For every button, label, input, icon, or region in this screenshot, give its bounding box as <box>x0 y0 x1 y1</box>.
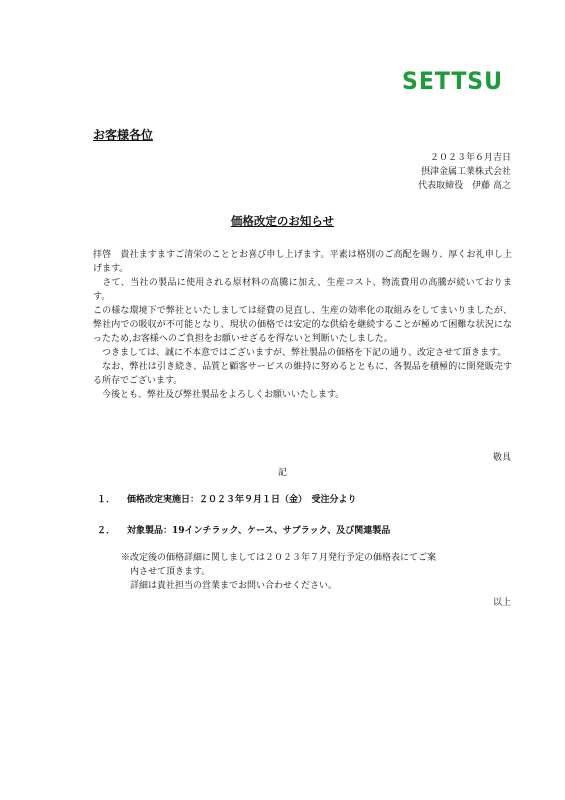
body-paragraph: なお、弊社は引き続き、品質と顧客サービスの維持に努めるとともに、各製品を積極的に開発販売する所存でございます。 <box>93 362 512 386</box>
item-revision-date <box>97 493 357 507</box>
note-line: 内させて頂きます。 <box>121 567 211 577</box>
closing-ijo: 以上 <box>492 598 511 608</box>
body-paragraph: 拝啓 貴社ますますご清栄のこととお喜び申し上げます。平素は格別のご高配を賜り、厚くお礼申し上げます。 <box>93 250 512 274</box>
body-paragraph: さて、当社の製品に使用される原材料の高騰に加え、生産コスト、物流費用の高騰が続いております。 <box>93 278 512 302</box>
note-line: 詳細は貴社担当の営業までお問い合わせください。 <box>121 581 338 591</box>
item-number: ２． <box>97 526 116 536</box>
letter-body <box>93 248 512 402</box>
representative-name: 代表取締役 伊藤 高之 <box>418 181 511 191</box>
ki-heading: 記 <box>277 468 287 478</box>
body-paragraph: 今後とも、弊社及び弊社製品をよろしくお願いいたします。 <box>93 390 345 400</box>
sender-block <box>418 151 511 193</box>
settsu-logo: SETTSU <box>402 67 503 95</box>
item-text: 対象製品：19インチラック、ケース、サブラック、及び関連製品 <box>127 526 391 536</box>
issue-date: ２０２３年６月吉日 <box>429 153 511 163</box>
document-title: 価格改定のお知らせ <box>230 214 335 228</box>
price-note <box>121 551 513 593</box>
body-paragraph: つきましては、誠に不本意ではございますが、弊社製品の価格を下記の通り、改定させて頂きます。 <box>93 348 507 358</box>
closing-keigu: 敬具 <box>492 453 511 463</box>
item-text: 価格改定実施日：２０２３年９月１日（金） 受注分より <box>127 495 357 505</box>
note-line: ※改定後の価格詳細に関しましては２０２３年７月発行予定の価格表にてご案 <box>121 553 437 563</box>
item-target-products <box>97 524 390 538</box>
company-name: 摂津金属工業株式会社 <box>420 167 511 177</box>
addressee: お客様各位 <box>93 128 154 142</box>
body-paragraph: この様な環境下で弊社といたしましては経費の見直し、生産の効率化の取組みをしてまいりましたが、弊社内での吸収が不可能となり、現状の価格では安定的な供給を継続することが極めて困難な状況になったため,お客様へのご負担をお願いせざるを得ないと判断いたしました。 <box>93 306 512 344</box>
item-number: １． <box>97 495 116 505</box>
